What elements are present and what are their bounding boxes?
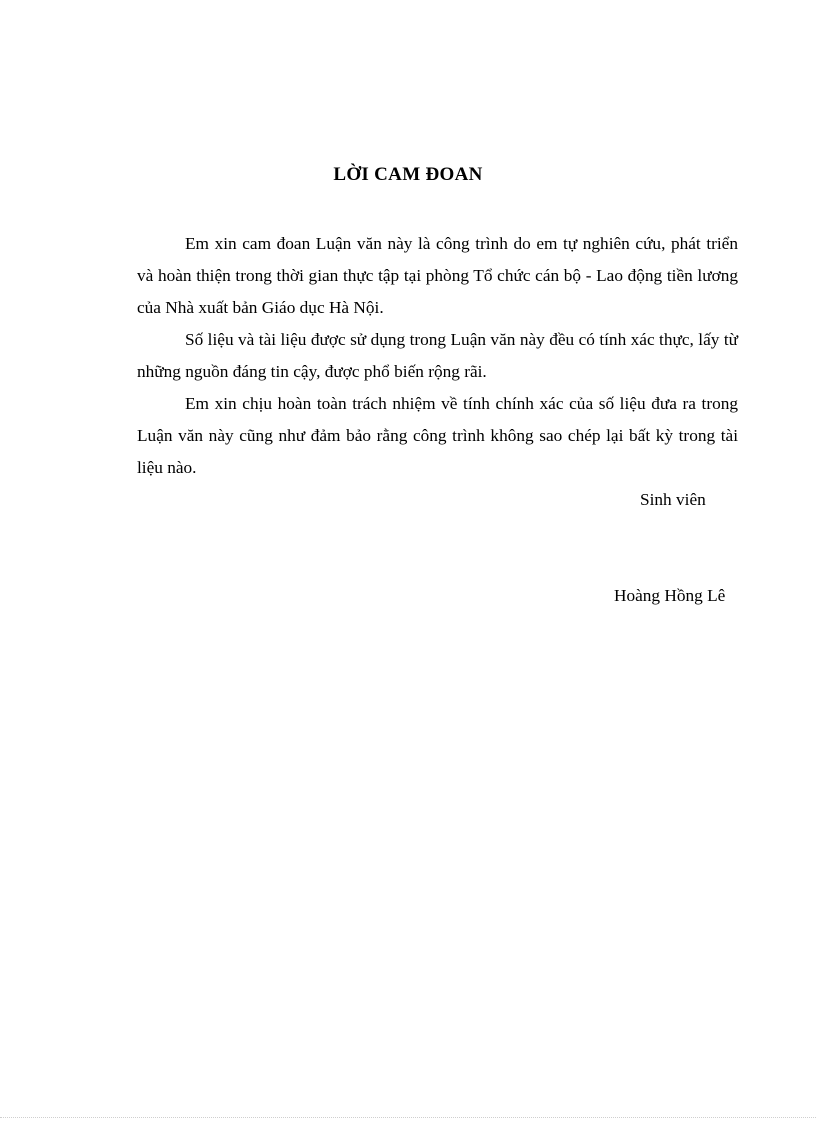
signature-name: Hoàng Hồng Lê [614, 586, 726, 605]
declaration-body [137, 228, 738, 484]
signature-role: Sinh viên [640, 490, 706, 509]
paragraph-3: Em xin chịu hoàn toàn trách nhiệm về tính chính xác của số liệu đưa ra trong Luận văn này cũng như đảm bảo rằng công trình không sao chép lại bất kỳ trong tài liệu nào. [137, 394, 738, 477]
paragraph-2: Số liệu và tài liệu được sử dụng trong Luận văn này đều có tính xác thực, lấy từ những nguồn đáng tin cậy, được phổ biến rộng rãi. [137, 330, 738, 381]
paragraph-1: Em xin cam đoan Luận văn này là công trình do em tự nghiên cứu, phát triển và hoàn thiện trong thời gian thực tập tại phòng Tổ chức cán bộ - Lao động tiền lương của Nhà xuất bản Giáo dục Hà Nội. [137, 234, 738, 317]
page-title: LỜI CAM ĐOAN [333, 164, 483, 185]
page-bottom-divider [0, 1117, 816, 1118]
